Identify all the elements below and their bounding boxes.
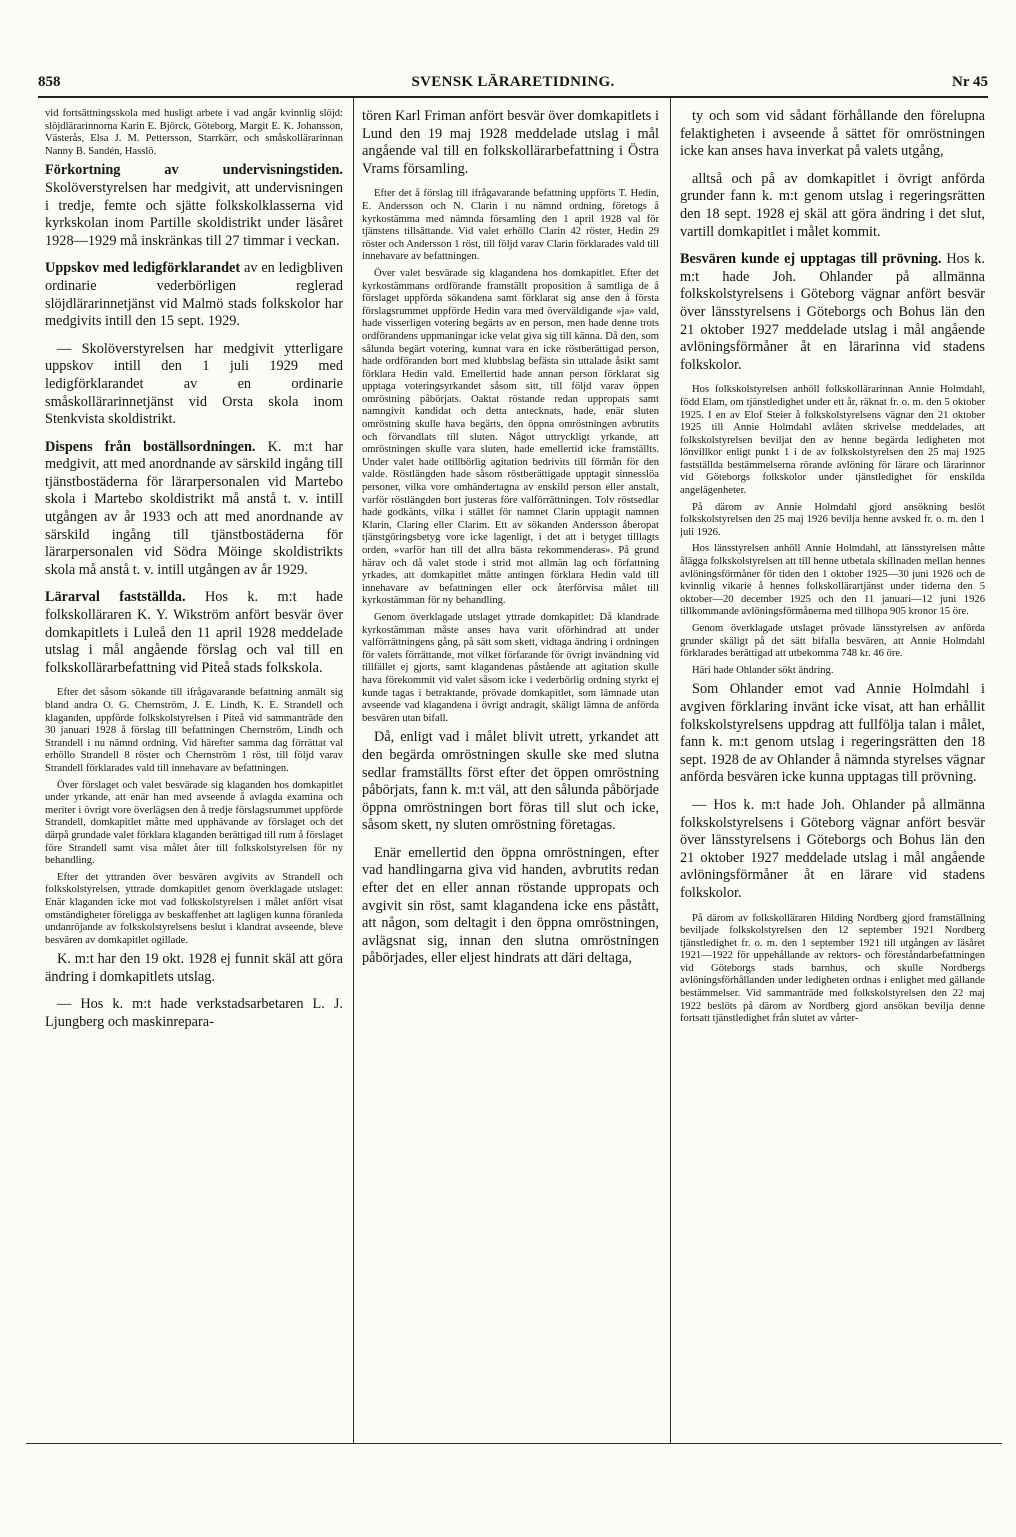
- column-1: [45, 108, 343, 1438]
- article-text: ty och som vid sådant förhållande den förelupna felaktigheten i avseende å sättet för omröstningen icke kan anses hava inverkat på valets utgång,: [680, 108, 985, 160]
- article-text: vid fortsättningsskola med husligt arbete i vad angår kvinnlig slöjd: slöjdlärarinnorna Karin E. Björck, Göteborg, Margit E. K. Johansson, Västerås, Elsa J. M. Pettersson, Starrkärr, och småskollärarinnan Nanny B. Sandén, Hasslö.: [45, 108, 343, 157]
- case-detail: På därom av Annie Holmdahl gjord ansökning beslöt folkskolstyrelsen den 25 maj 1926 bevilja henne avsked fr. o. m. den 1 juli 1926.: [680, 501, 985, 538]
- article-text: Hos k. m:t hade folkskolläraren K. Y. Wikström anfört besvär över domkapitlets i Luleå den 11 april 1928 meddelade utslag i mål angående förslag och val till en folkskollärarbefattning vid Piteå stads folkskola.: [45, 589, 343, 676]
- article-text: alltså och på av domkapitlet i övrigt anförda grunder fann k. m:t genom utslag i regeringsrätten den 18 sept. 1928 ej skäl att göra ändring i det slut, vartill domkapitlet i målet kommit.: [680, 170, 985, 240]
- article-text: — Hos k. m:t hade verkstadsarbetaren L. J. Ljungberg och maskinrepara-: [45, 996, 343, 1031]
- article-text: Enär emellertid den öppna omröstningen, efter vad handlingarna giva vid handen, avbrutits redan efter det en eller annan röstande uppropats och avgivit sin röst, samt klagandena icke ens påstått, att någon, som deltagit i den öppna omröstningen, avlägsnat sig, innan den slutna omröstningen påbörjades, eller eljest hindrats att däri deltaga,: [362, 844, 659, 967]
- column-3: [680, 108, 985, 1438]
- article-text: K. m:t har medgivit, att med anordnande av särskild ingång till tjänstbostäderna för lärarpersonalen vid Martebo skola i Martebo skoldistrikt må anstå t. v. intill utgången av år 1933 och att med anordnande av särskild ingång till tjänstbostäderna för lärarpersonalen vid Södra Möinge skoldistrikts skola må anstå t. v. intill utgången av år 1929.: [45, 438, 343, 578]
- publication-title: SVENSK LÄRARETIDNING.: [411, 74, 615, 90]
- case-detail: Över förslaget och valet besvärade sig klaganden hos domkapitlet under yrkande, att enär han med avseende å avlagda examina och meriter i övrigt vore överlägsen den å tredje förslagsrummet uppförde Strandell, domkapitlet måtte med upphävande av förslaget och det därpå grundade valet förklara klaganden berättigad till rum å förslaget före Strandell samt visa målet åter till folkskolstyrelsen för ny behandling.: [45, 779, 343, 867]
- article: [45, 260, 343, 330]
- page-number: 858: [38, 74, 61, 90]
- article: [45, 439, 343, 580]
- article-text: Skolöverstyrelsen har medgivit, att undervisningen i tredje, femte och sjätte folkskolklasserna vid kyrkskolan inom Partille skoldistrikt under läsåret 1928—1929 må inskränkas till 27 timmar i veckan.: [45, 179, 343, 249]
- article: [45, 162, 343, 250]
- case-detail: Efter det yttranden över besvären avgivits av Strandell och folkskolstyrelsen, yttrade domkapitlet genom överklagade utslaget: Enär klaganden icke mot vad folkskolstyrelsen i målet anfört visat omständigheter föreligga av beskaffenhet att lagligen kunna föranleda undanröjande av folkskolstyrelsens beslut i klandrat avseende, bleve besvären av domkapitlet ogillade.: [45, 871, 343, 946]
- footer-rule: [26, 1443, 1002, 1444]
- case-detail: Över valet besvärade sig klagandena hos domkapitlet. Efter det kyrkostämmans ordförande framställt proposition å samtliga de å förslaget uppförda sökandena samt förklarat sig anse den å första förslagsrummet uppförde Hedin vara med överväldigande »ja» vald, hade visserligen votering begärts av en person, men hade denne trots ordförandens uppmaningar icke velat giva sig till känna. Då den, som sålunda begärt votering, kunnat vara en icke röstberättigad person, hade ordföranden bort med klubbslag befästa sin uttalade åsikt samt förklara Hedin vald. Emellertid hade annan person förklarat sig upptaga voteringsyrkandet såsom sitt, till följd varav öppen omröstning påbörjats. Oaktat röstande redan uppropats samt namngivit kandidat och detta antecknats, hade, enär sluten omröstning skulle hava begärts, den öppna omröstningen avbrutits och förvandlats till sluten. Något uttryckligt yrkande, att omröstningen skulle vara sluten, hade emellertid icke framställts. Under valet hade otillbörlig agitation bedrivits till förmån för den valde. Röstlängden hade såsom röstberättigade upptagit sinnesslöa personer, vilka vore omhändertagna av enskild person eller anstalt, varför röstlängden bort justeras före valförrättningen. Tolv röstsedlar hade godkänts, vilka i stället för namnet Clarin upptagit namnen Klarin, Claring eller Clarim. Ett av sökanden Andersson åberopat tjänstgöringsbetyg vore icke lagenligt, i det att i betyget tilllagts orden, »varför han till det allra bästa rekommenderas». På grund härav och då valet stode i strid mot allmän lag och författning yrkades, att domkapitlet måtte antingen förklara Hedin vald till innehavare av befattningen eller ock återförvisa målet till kyrkostämman för ny behandling.: [362, 267, 659, 607]
- case-detail: Genom överklagade utslaget prövade länsstyrelsen av anförda grunder skäligt på det sätt bifalla besvären, att Annie Holmdahl förklarades berättigad att utbekomma 748 kr. 46 öre.: [680, 623, 985, 660]
- article-text: — Skolöverstyrelsen har medgivit ytterligare uppskov intill den 1 juli 1929 med ledigförklarandet av en ordinarie småskollärarinnetjänst vid Orsta skola inom Stenkvista skoldistrikt.: [45, 340, 343, 428]
- article-text: Som Ohlander emot vad Annie Holmdahl i avgiven förklaring invänt icke visat, att han erhållit folkskolstyrelsens uppdrag att fullfölja talan i målet, fann k. m:t genom utslag i regeringsrätten den 18 sept. 1928 de av Ohlander å nämnda styrelses vägnar anförda besvären icke kunna upptagas till prövning.: [680, 681, 985, 786]
- article-text: Hos k. m:t hade Joh. Ohlander på allmänna folkskolstyrelsens i Göteborg vägnar anfört besvär över länsstyrelsens i Göteborgs och Bohus län den 21 oktober 1927 meddelade utslag i mål angående avlöningsförmåner åt en lärarinna vid stadens folkskolor.: [680, 251, 985, 373]
- article-text: — Hos k. m:t hade Joh. Ohlander på allmänna folkskolstyrelsens i Göteborg vägnar anfört besvär över länsstyrelsens i Göteborgs och Bohus län den 21 oktober 1927 meddelade utslag i mål angående avlöningsförmåner åt en lärare vid stadens folkskolor.: [680, 796, 985, 901]
- article-text: tören Karl Friman anfört besvär över domkapitlets i Lund den 19 maj 1928 meddelade utslag i mål angående val till en folkskollärarbefattning i Östra Vrams församling.: [362, 108, 659, 177]
- column-divider-2: [670, 98, 671, 1443]
- article-heading: Lärarval fastställda.: [45, 589, 186, 606]
- article-heading: Uppskov med ledigförklarandet: [45, 260, 241, 277]
- case-detail: Hos länsstyrelsen anhöll Annie Holmdahl, att länsstyrelsen måtte ålägga folkskolstyrelsen att till henne utbetala skillnaden mellan hennes avlöningsförmåner för tiden den 1 oktober 1925—30 juni 1926 och de kvinnlig vikarie å hennes folkskollärartjänst under tiderna den 5 oktober—20 december 1925 och den 11 januari—12 juni 1926 tillkommande avlöningsförmånerna med tillhopa 905 kronor 15 öre.: [680, 543, 985, 618]
- page-header: [38, 70, 988, 98]
- case-detail: Efter det å förslag till ifrågavarande befattning uppförts T. Hedin, E. Andersson och N. Clarin i nu nämnd ordning, företogs å kyrkostämma med nämnda församling den 1 april 1928 val för tjänstens tillsättande. Vid valet erhöllo Clarin 42 röster, Hedin 29 röster och Andersson 1 röst, till följd varav Clarin förklarades vald till innehavare av befattningen.: [362, 188, 659, 263]
- case-detail: Hos folkskolstyrelsen anhöll folkskollärarinnan Annie Holmdahl, född Elam, om tjänstledighet under ett år, räknat fr. o. m. den 5 oktober 1925. I en av Elof Steier å folkskolstyrelsens vägnar den 21 oktober 1925 till Annie Holmdahl avlåten skrivelse meddelades, att folkskolstyrelsen beviljat den av henne begärda ledigheten mot lönvillkor enligt punkt 1 i de av folkskolstyrelsen den 25 maj 1925 fastställda bestämmelserna rörande avlöning för lärare och lärarinnor vid Göteborgs folkskolor under tjänstledighet för enskilda angelägenheter.: [680, 384, 985, 497]
- article-text: K. m:t har den 19 okt. 1928 ej funnit skäl att göra ändring i domkapitlets utslag.: [45, 951, 343, 985]
- case-detail: Häri hade Ohlander sökt ändring.: [692, 664, 834, 676]
- article: [680, 251, 985, 374]
- article: [45, 589, 343, 677]
- article-heading: Besvären kunde ej upptagas till prövning.: [680, 251, 942, 268]
- article-text: Då, enligt vad i målet blivit utrett, yrkandet att den begärda omröstningen skulle ske med slutna sedlar framställts först efter det öppen omröstning påbörjats, fann k. m:t väl, att den sålunda påbörjade öppna omröstningen bort föras till slut och icke, såsom skett, ny sluten omröstning företagas.: [362, 729, 659, 834]
- article-text: av en ledigbliven ordinarie vederbörligen reglerad slöjdlärarinnetjänst vid Malmö stads folkskolor har medgivits intill den 15 sept. 1929.: [45, 260, 343, 330]
- case-detail: Genom överklagade utslaget yttrade domkapitlet: Då klandrade kyrkostämman måste anses hava varit oförhindrad att under valförrättningens gång, på sätt som skett, vidtaga ändring i ordningen för valets förrättande, mot vilket förfarande för övrigt invändning vid tillfället ej gjorts, samt klagandenas påstående att agitation skulle hava förekommit vid valet såsom icke i vederbörlig ordning styrkt ej kunde tagas i betraktande, prövade domkapitlet, som lämnade utan avseende vad klagandena i övrigt andragit, skäligt lämna de anförda besvären utan bifall.: [362, 611, 659, 724]
- article-heading: Förkortning av undervisningstiden.: [45, 162, 343, 179]
- article-heading: Dispens från boställsordningen.: [45, 438, 256, 455]
- case-detail: På därom av folkskolläraren Hilding Nordberg gjord framställning beviljade folkskolstyrelsen den 12 september 1921 Nordberg tjänstledighet fr. o. m. den 1 september 1921 till utgången av läsåret 1921—1922 för uppehållande av rektors- och föreståndarbefattningen vid Göteborgs stads barnhus, och skulle Nordbergs avlöningsförhållanden under ledigheten ordnas i enlighet med gällande bestämmelser. Vid sammanträde med folkskolstyrelsen den 22 maj 1922 beslöts på därom av Nordberg gjord ansökan bevilja denne fortsatt tjänstledighet från slutet av vårter-: [680, 912, 985, 1025]
- column-2: [362, 108, 659, 1438]
- header-rule: [38, 96, 988, 98]
- issue-number: Nr 45: [952, 74, 988, 90]
- case-detail: Efter det såsom sökande till ifrågavarande befattning anmält sig bland andra O. G. Chernström, J. E. Lindh, K. E. Strandell och klaganden, uppförde folkskolstyrelsen i Piteå vid sammanträde den 30 januari 1928 å förslag till befattningen Chernström, Lindh och Strandell i nu nämnd ordning. Vid härefter samma dag förrättat val erhöllo Strandell 8 röster och Chernström 1 röst, till följd varav Strandell förklarades vald till innehavare av befattningen.: [45, 687, 343, 774]
- column-divider-1: [353, 98, 354, 1443]
